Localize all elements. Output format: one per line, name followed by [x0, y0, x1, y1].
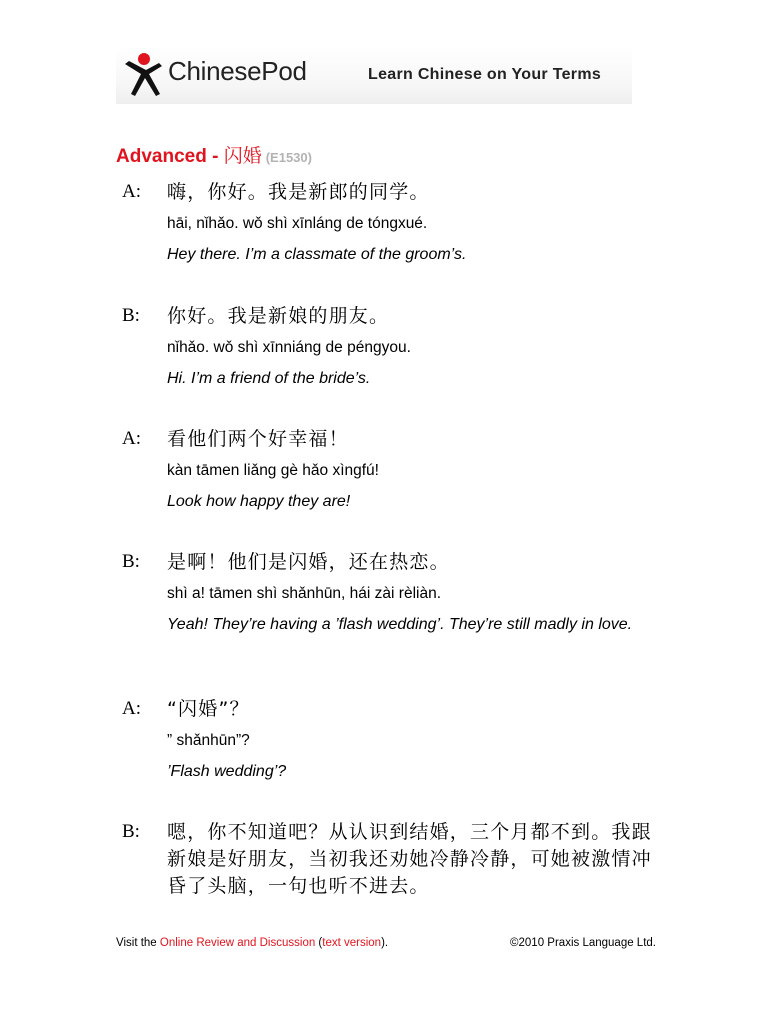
chinese-line: 是啊！他们是闪婚，还在热恋。 [167, 551, 450, 573]
pinyin-line: kàn tāmen liǎng gè hǎo xìngfú! [167, 462, 379, 479]
speaker-label: B: [122, 821, 140, 842]
tagline: Learn Chinese on Your Terms [368, 66, 602, 83]
lesson-title [116, 141, 312, 168]
lesson-code: (E1530) [265, 150, 312, 165]
pinyin-line: nǐhǎo. wǒ shì xīnniáng de péngyou. [167, 339, 411, 356]
speaker-label: B: [122, 305, 140, 326]
english-translation: Yeah! They’re having a ’flash wedding’. They’re still madly in love. [167, 616, 633, 633]
chinese-line: 嗨，你好。我是新郎的同学。 [167, 181, 430, 203]
footer-paren-open: ( [315, 937, 323, 949]
chinese-line: 嗯，你不知道吧？从认识到结婚，三个月都不到。我跟新娘是好朋友，当初我还劝她冷静冷静，可她被激情冲昏了头脑，一句也听不进去。 [167, 821, 652, 897]
logo-text: ChinesePod [168, 56, 307, 86]
pinyin-line: ” shǎnhūn”? [167, 732, 250, 749]
chinesepod-logo-icon [122, 50, 164, 100]
copyright-text: ©2010 Praxis Language Ltd. [510, 937, 656, 949]
footer-paren-close: ). [381, 937, 389, 949]
lesson-title-chinese: 闪婚 [223, 145, 262, 167]
pinyin-line: hāi, nǐhǎo. wǒ shì xīnláng de tóngxué. [167, 215, 428, 232]
online-review-link[interactable]: Online Review and Discussion [159, 937, 316, 949]
chinese-line: 你好。我是新娘的朋友。 [167, 305, 390, 327]
speaker-label: A: [122, 181, 141, 202]
chinese-line: “闪婚”？ [167, 698, 250, 720]
header-banner [116, 46, 632, 104]
speaker-label: A: [122, 698, 141, 719]
speaker-label: A: [122, 428, 141, 449]
english-translation: Look how happy they are! [167, 493, 351, 510]
chinese-line: 看他们两个好幸福！ [167, 428, 349, 450]
lesson-level: Advanced - [116, 146, 224, 167]
english-translation: Hi. I’m a friend of the bride’s. [167, 370, 371, 387]
footer-visit-text: Visit the [116, 937, 160, 949]
footer [116, 937, 656, 949]
pinyin-line: shì a! tāmen shì shǎnhūn, hái zài rèliàn. [167, 585, 441, 602]
text-version-link[interactable]: text version [322, 937, 382, 949]
english-translation: ’Flash wedding’? [167, 763, 287, 780]
speaker-label: B: [122, 551, 140, 572]
english-translation: Hey there. I’m a classmate of the groom’s. [167, 246, 467, 263]
